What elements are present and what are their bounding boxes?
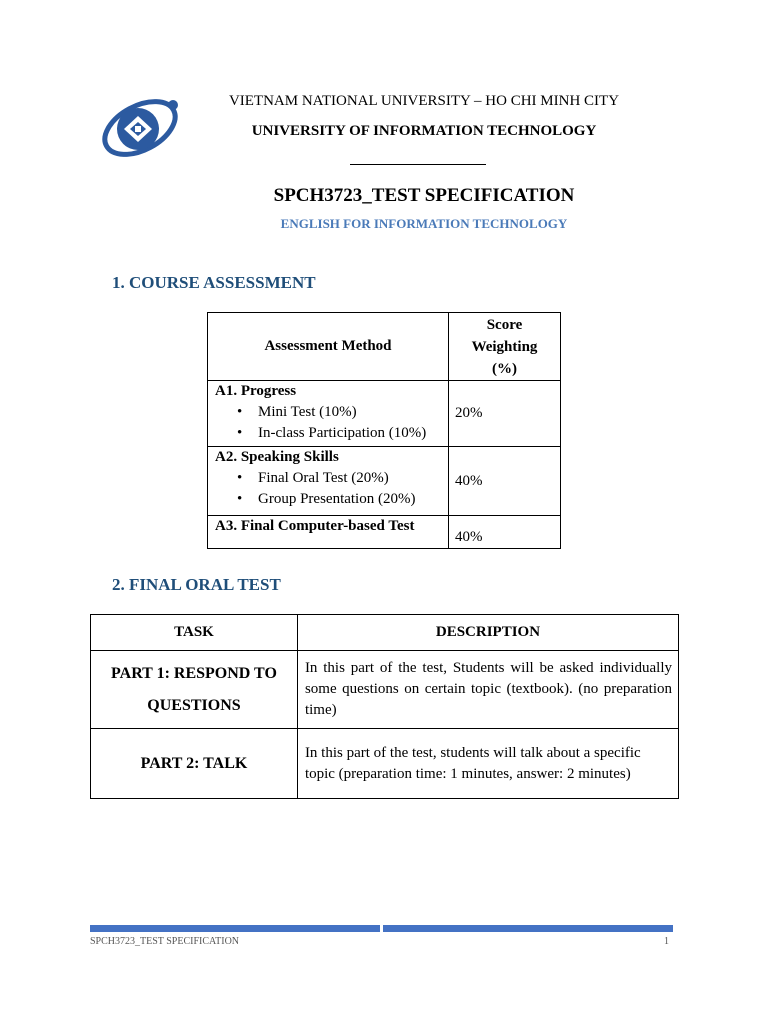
assessment-table [207, 312, 561, 549]
table-row [208, 516, 561, 549]
table-header-row [91, 615, 679, 651]
weight-value: 20% [448, 381, 560, 447]
header-divider [350, 164, 486, 165]
footer-bar [90, 925, 380, 932]
assessment-items [208, 468, 448, 510]
list-item: • In-class Participation (10%) [258, 423, 448, 444]
weight-header-line: (%) [491, 360, 517, 377]
list-item: • Group Presentation (20%) [258, 489, 448, 510]
faculty-name: UNIVERSITY OF INFORMATION TECHNOLOGY [251, 123, 597, 139]
assessment-name: A2. Speaking Skills [215, 449, 339, 465]
task-description: In this part of the test, students will talk about a specific topic (preparation time: 1 minutes, answer: 2 minutes) [297, 729, 678, 799]
assessment-name: A3. Final Computer-based Test [215, 518, 415, 534]
task-label: PART 1: RESPOND TO [111, 664, 277, 682]
page-number: 1 [664, 936, 669, 947]
task-label: PART 2: TALK [140, 754, 248, 772]
footer-document-name: SPCH3723_TEST SPECIFICATION [90, 936, 240, 947]
assessment-items [208, 402, 448, 444]
weight-value: 40% [448, 516, 560, 549]
column-header-weight [448, 313, 560, 381]
task-description: In this part of the test, Students will be asked individually some questions on certain topic (textbook). (no preparation time) [297, 651, 678, 729]
table-row [91, 651, 679, 729]
list-item: • Final Oral Test (20%) [258, 468, 448, 489]
table-header-row [208, 313, 561, 381]
table-row [91, 729, 679, 799]
weight-value: 40% [448, 447, 560, 516]
document-title: SPCH3723_TEST SPECIFICATION [273, 185, 575, 206]
task-cell [91, 651, 298, 729]
weight-header-line: Score [486, 316, 523, 333]
task-label: QUESTIONS [147, 696, 241, 714]
table-row [208, 447, 561, 516]
section-heading-final-oral-test: 2. FINAL ORAL TEST [112, 575, 281, 594]
section-heading-course-assessment: 1. COURSE ASSESSMENT [112, 273, 316, 292]
column-header-method: Assessment Method [208, 313, 449, 381]
table-row [208, 381, 561, 447]
university-name: VIETNAM NATIONAL UNIVERSITY – HO CHI MINH CITY [228, 93, 620, 109]
weight-header-line: Weighting [471, 338, 538, 355]
task-cell [91, 729, 298, 799]
footer-bar [383, 925, 673, 932]
document-subtitle: ENGLISH FOR INFORMATION TECHNOLOGY [280, 216, 568, 231]
oral-test-table [90, 614, 679, 799]
assessment-name: A1. Progress [215, 383, 297, 399]
list-item: • Mini Test (10%) [258, 402, 448, 423]
column-header-task: TASK [91, 615, 298, 651]
column-header-description: DESCRIPTION [297, 615, 678, 651]
